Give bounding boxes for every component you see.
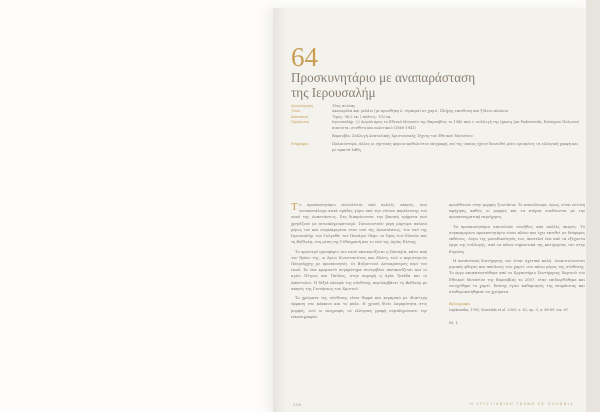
meta-value: Ύψος: 96,5 εκ. | πλάτος: 193 εκ. [332, 114, 392, 119]
bibliography-text: Lapkowska, 1991; Kowalski et al. 2003, σ. 42, αρ. 3, σ. 88-89, εικ. 61 [449, 308, 568, 313]
paragraph: Τα προσκυνητάρια αποτελούν συνήθως από πολλές σκηνές. Το συγκεκριμένο προσκυνητάριο είναι πλέον και έχει εκτεθεί σε διάφορες εκθέσεις. Λόγω της μοναδικότητάς του, αποτελεί ένα από τα εξέχοντα έργα της συλλογής, από τα πλέον σημαντικά της κατηγορίας του στην Ευρώπη. [449, 224, 585, 254]
meta-label: Προέλευση [291, 120, 309, 125]
paragraph: προσθέτουν στην μορφές ζωντάνια. Το αποτέλεσμα, όμως, είναι έντονη αφήγηση, καθώς οι μορφές και τα κτήρια συνδέονται με την προσκυνηματική περιήγηση. [449, 203, 585, 220]
drop-cap: Τ [291, 200, 298, 213]
meta-row-owner [291, 134, 583, 139]
meta-value: 19ος αιώνας [332, 104, 356, 108]
entry-number: 64 [291, 42, 318, 72]
entry-title: Προσκυνητάριο με αναπαράσταση της Ιερουσαλήμ [291, 70, 476, 100]
body-column-left [291, 202, 427, 323]
owner-collection: Βαρσοβία, Συλλογή Ανατολικής Χριστιανικής Τέχνης του Εθνικού Μουσείου [332, 134, 473, 139]
author-initials: Μ. Ι. [449, 319, 459, 325]
meta-value: Παλαιόστερα, άλλες οι σχετικές φέρουν καθολούτου επιγραφή, επί της οποίας έχουν διασωθεί μόνο ορισμένες σε ελληνική γραφή και με αρκετά λάθη [332, 142, 579, 152]
meta-row-inscription [291, 142, 583, 153]
page-edge [586, 0, 600, 412]
paragraph: Το αριστερό ημισφάριο του ναού απεικονίζεται η Παναγία, κάτω από τον θρόνο της, οι Άγιοι Κωνσταντίνος και Ελένη, ενώ ο περιστεριών Πατριάρχης με προσκυνητές. Οι Βυζαντινοί Αυτοκράτορες περί του ναού. Σε ένα κρεμαστό συγκρότημα συντριβάνι απεικονίζεται και οι αγίοι Πέτρος και Παύλος, στην κορυφή η Αγία Τριάδα και οι Απόστολοι. Η δεξιά πλευρά της σύνθεσης περιλαμβάνει τη Βηθλεέμ με σκηνές της Γεννήσεως του Χριστού. [291, 249, 427, 291]
meta-label: Επιγραφές [291, 142, 309, 147]
running-head: Η ΧΡΙΣΤΙΑΝΙΚΗ ΤΕΧΝΗ ΣΕ ΠΟΛΩΝΙΑ [470, 402, 574, 406]
meta-value: Ιερουσαλήμ. (;) Δωρεά προς το Εθνικό Μουσείο της Βαρσοβίας το 1940 από τ. συλλογή της Ignacy Jan Paderewski, διάσημου Πολωνού πιανίστα, συνθέτη και πολιτικού (1860-1941) [332, 120, 580, 130]
meta-label: Υλικό [291, 109, 300, 114]
meta-value: Ακουαρέλα και μελάνι (με προσθήκη λ. τέμπερα) σε χαρτί. Πλήρης επενδυση και ξύλινο πλαίσιο [332, 109, 509, 114]
meta-row-provenance [291, 120, 583, 131]
metadata-block [291, 104, 583, 153]
paragraph: Η κατάσταση διατήρησης του είναι σχετικά καλή. Διαπιστώνονται μερικές φθορές και απώλειες στο χαρτί, στο πάνω μέρος της σύνθεσης. Το έργο αποκαταστάθηκε από το Εργαστήριο Συντήρησης Χαρτιού του Εθνικού Μουσείου της Βαρσοβίας το 2007, όταν επιδιορθώθηκε και ενισχύθηκε το χαρτί. Επίσης έγινε καθαρισμός της επιφάνειας και σταθεροποιήθηκαν τα χρώματα. [449, 259, 585, 295]
bibliography-heading: Βιβλιογραφία [449, 302, 470, 307]
paragraph: Το προσκυνητάριο επιτελείται από πολλές σκηνές, που αυτοκατάλογα κατά ομάδες γύρω από την νότιαν παρέλευσης του ναού της Αναστάσεως. Στη διακρίνονται την βασική τμήματα που χρησίζουν με αυτοπληρωματισμό. Τονωνοντούν μέρη μάρτυρε παλαιό μέρος του και συγκεκριμένα στον ναό της Αναστάσεως, τον ναό της Ιερουσαλήμ, τον Γολγοθά, τον Πανάγιο Τάφο, το Όρος των Ελαιών και τη Βηθλεέμ, στη μέση της Γεθσημανή και το ναό της Αγίας Ελένης. [291, 200, 427, 245]
body-column-right [449, 202, 585, 326]
page-number: 306 [293, 402, 302, 407]
paragraph: Το χρώματα της σύνθεσης είναι θερμά και κεραμικό με ιδιαίτερη έμφαση στο κόκκινο και το μπλε. Η χρυσή δίνει λαμπρότητα στις μορφές, ενώ οι επιγραφές σε ελληνική γραφή συμπληρώνουν την εικονογραφία. [291, 296, 427, 319]
meta-label: Διαστάσεις [291, 114, 309, 119]
page-gutter [273, 8, 287, 412]
meta-label: Χρονολόγηση [291, 104, 313, 108]
